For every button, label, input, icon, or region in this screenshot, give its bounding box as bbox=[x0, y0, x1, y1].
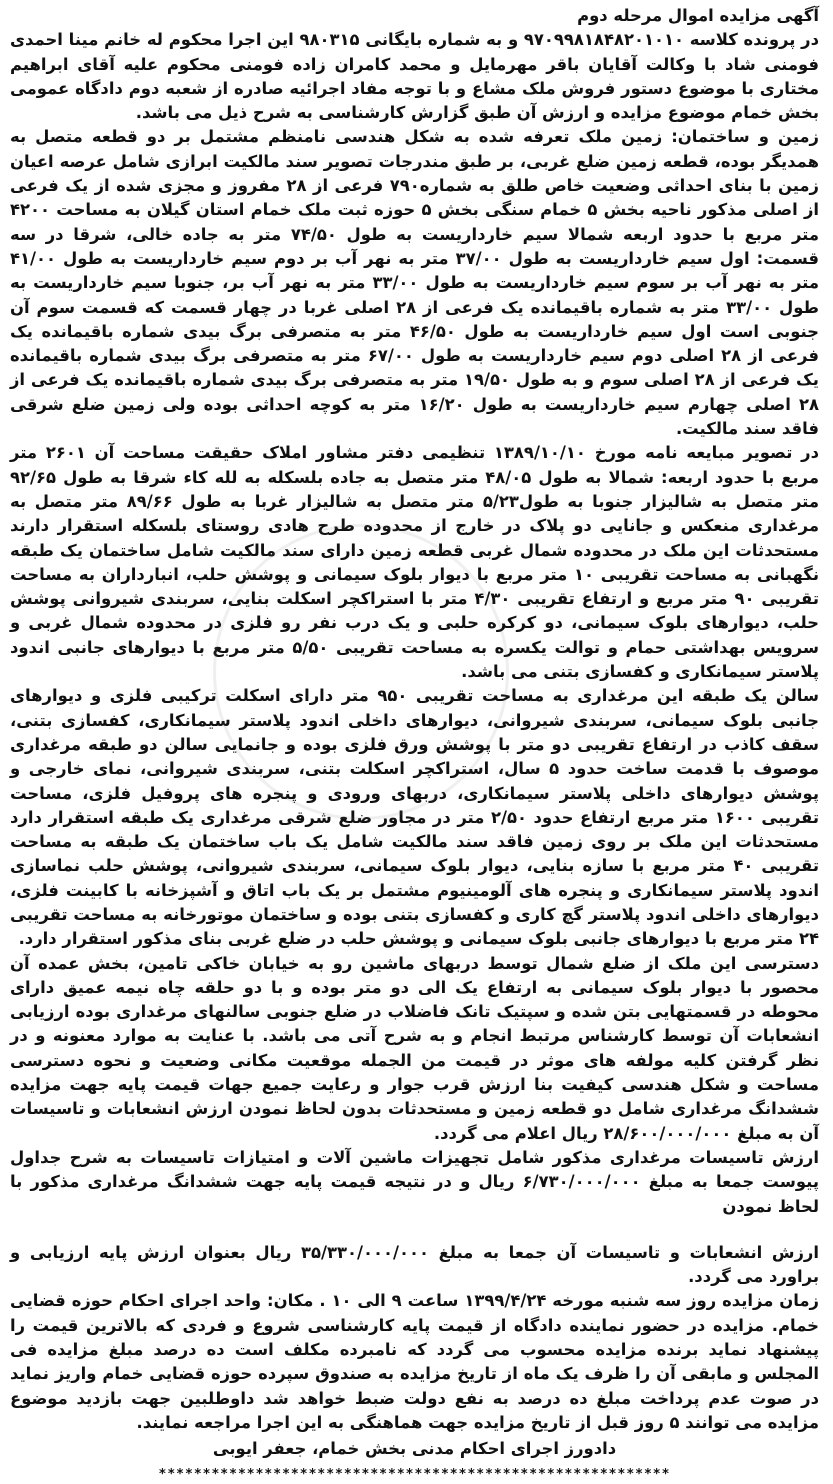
signature: دادورز اجرای احکام مدنی بخش خمام، جعفر ایوبی bbox=[212, 1439, 617, 1459]
paragraph-case-intro: در پرونده کلاسه ۹۷۰۹۹۸۱۸۴۸۲۰۱۰۱۰ و به شماره بایگانی ۹۸۰۳۱۵ این اجرا محکوم له خانم مینا احمدی فومنی شاد با وکالت آقایان باقر مهرمایل و محمد کامران زاده فومنی محکوم علیه آقای ابراهیم مختاری با موضوع دستور فروش ملک مشاع و با توجه مفاد اجرائیه صادره از شعبه دوم دادگاه عمومی بخش خمام موضوع مزایده و ارزش آن طبق گزارش کارشناسی به شرح ذیل می باشد. bbox=[10, 30, 819, 123]
paragraph-facilities-value: ارزش تاسیسات مرغداری مذکور شامل تجهیزات ماشین آلات و امتیازات تاسیسات به شرح جداول پیوست جمعا به مبلغ ۶/۷۳۰/۰۰۰/۰۰۰ ریال و در نتیجه قیمت پایه جهت ششدانگ مرغداری مذکور با لحاظ نمودن bbox=[10, 1147, 819, 1216]
notice-title: آگهی مزایده اموال مرحله دوم bbox=[577, 6, 819, 25]
auction-notice bbox=[8, 4, 821, 1482]
paragraph-auction-time: زمان مزایده روز سه شنبه مورخه ۱۳۹۹/۴/۲۴ ساعت ۹ الی ۱۰ . مکان: واحد اجرای احکام حوزه قضایی خمام. مزایده در حضور نماینده دادگاه از قیمت پایه کارشناسی شروع و فردی که بالاترین قیمت را پیشنهاد نماید برنده مزایده محسوب می گردد که نامبرده مکلف است ده درصد مبلغ مزایده فی المجلس و مابقی آن را ظرف یک ماه از تاریخ مزایده به صندوق سپرده حوزه قضایی خمام واریز نماید در صوت عدم پرداخت مبلغ ده درصد به نفع دولت ضبط خواهد شد داوطلبین جهت بازدید موضوع مزایده می توانند ۵ روز قبل از تاریخ مزایده جهت هماهنگی به این اجرا مراجعه نمایند. bbox=[10, 1291, 819, 1432]
paragraph-land-description: زمین و ساختمان: زمین ملک تعرفه شده به شکل هندسی نامنظم مشتمل بر دو قطعه متصل به همدیگر بوده، قطعه زمین ضلع غربی، بر طبق مندرجات تصویر سند مالکیت ابرازی شامل عرصه اعیان زمین با بنای احداثی وضعیت خاص طلق به شماره۷۹۰ فرعی از ۲۸ مفروز و مجزی شده از یک فرعی از اصلی مذکور ناحیه بخش ۵ خمام سنگی بخش ۵ حوزه ثبت ملک خمام استان گیلان به مساحت ۴۲۰۰ متر مربع با حدود اربعه شمالا سیم خارداریست به طول ۷۴/۵۰ متر به جاده خالی، شرقا در سه قسمت: اول سیم خارداریست به طول ۳۷/۰۰ متر به نهر آب بر دوم سیم خارداریست به طول ۴۱/۰۰ متر به نهر آب بر سوم سیم خارداریست به طول ۳۳/۰۰ متر به نهر آب بر، جنوبا سیم خارداریست به طول ۳۳/۰۰ متر به شماره باقیمانده یک فرعی از ۲۸ اصلی غربا در چهار قسمت که قسمت سوم آن جنوبی است اول سیم خارداریست به طول ۴۶/۵۰ متر به متصرفی برگ بیدی شماره باقیمانده یک فرعی از ۲۸ اصلی دوم سیم خارداریست به طول ۶۷/۰۰ متر به متصرفی برگ بیدی شماره باقیمانده یک فرعی از ۲۸ اصلی سوم و به طول ۱۹/۵۰ متر به متصرفی برگ بیدی شماره باقیمانده یک فرعی از ۲۸ اصلی چهارم سیم خارداریست به طول ۱۶/۲۰ متر به کوچه احداثی بوده ولی زمین ضلع شرقی فاقد سند مالکیت. bbox=[10, 127, 819, 439]
paragraph-base-value: ارزش انشعابات و تاسیسات آن جمعا به مبلغ ۳۵/۳۳۰/۰۰۰/۰۰۰ ریال بعنوان ارزش پایه ارزیابی و براورد می گردد. bbox=[10, 1242, 819, 1287]
paragraph-poultry-hall: سالن یک طبقه این مرغداری به مساحت تقریبی ۹۵۰ متر دارای اسکلت ترکیبی فلزی و دیوارهای جانبی بلوک سیمانی، سربندی شیروانی، دیوارهای داخلی اندود پلاستر سیمانکاری، کفسازی بتنی، سقف کاذب در ارتفاع تقریبی دو متر با پوشش ورق فلزی بوده و جانمایی سالن دو طبقه مرغداری موصوف با قدمت ساخت حدود ۵ سال، استراکچر اسکلت بتنی، سربندی شیروانی، نمای خارجی و پوشش دیوارهای داخلی پلاستر سیمانکاری، دربهای ورودی و پنجره های پروفیل فلزی، مساحت تقریبی ۱۶۰۰ متر مربع ارتفاع حدود ۲/۵۰ متر در مجاور ضلع شرقی مرغداری یک طبقه استقرار دارد مستحدثات این ملک بر روی زمین فاقد سند مالکیت شامل یک باب ساختمان یک طبقه به مساحت تقریبی ۴۰ متر مربع با سازه بنایی، دیوار بلوک سیمانی، سربندی شیروانی، پوشش حلب نماسازی اندود پلاستر سیمانکاری و پنجره های آلومینیوم مشتمل بر یک باب اتاق و آشپزخانه با کابینت فلزی، دیوارهای داخلی اندود پلاستر گچ کاری و کفسازی بتنی بوده و ساختمان موتورخانه به مساحت تقریبی ۲۴ متر مربع با دیوارهای جانبی بلوک سیمانی و پوشش حلب در ضلع غربی بنای مذکور استقرار دارد. bbox=[10, 686, 819, 949]
separator-stars: ********************************************************** bbox=[158, 1466, 671, 1482]
paragraph-sale-agreement: در تصویر مبایعه نامه مورخ ۱۳۸۹/۱۰/۱۰ تنظیمی دفتر مشاور املاک حقیقت مساحت آن ۲۶۰۱ متر مربع با حدود اربعه: شمالا به طول ۴۸/۰۵ متر متصل به جاده بلسکله به لله کاء شرقا به طول ۹۲/۶۵ متر متصل به شالیزار جنوبا به طول۵/۲۳ متر متصل به شالیزار غربا به طول ۸۹/۶۶ متر متصل به مرغداری منعکس و جانایی دو پلاک در خارج از محدوده طرح هادی روستای بلسکله استقرار دارند مستحدثات این ملک در محدوده شمال غربی قطعه زمین دارای سند مالکیت شامل ساختمان یک طبقه نگهبانی به مساحت تقریبی ۱۰ متر مربع با دیوار بلوک سیمانی و پوشش حلب، انبارداران به مساحت تقریبی ۹۰ متر مربع و ارتفاع تقریبی ۴/۳۰ متر با استراکچر اسکلت بنایی، سربندی شیروانی پوشش حلب، دیوارهای بلوک سیمانی، دو کرکره حلبی و یک درب نفر رو فلزی در محدوده شمال غربی و سرویس بهداشتی حمام و توالت یکسره به مساحت تقریبی ۵/۵۰ متر مربع با دیوارهای جانبی اندود پلاستر سیمانکاری و کفسازی بتنی می باشد. bbox=[10, 443, 819, 682]
paragraph-access-valuation: دسترسی این ملک از ضلع شمال توسط دربهای ماشین رو به خیابان خاکی تامین، بخش عمده آن محصور با دیوار بلوک سیمانی به ارتفاع یک الی دو متر بوده و با دو حلقه چاه نیمه عمیق دارای محوطه در قسمتهایی بتن شده و سپتیک تانک فاضلاب در ضلع جنوبی سالنهای مرغداری بوده ارزیابی انشعابات آن توسط کارشناس مرتبط انجام و به شرح آتی می باشد. با عنایت به موارد معنونه و در نظر گرفتن کلیه مولفه های موثر در قیمت من الجمله موقعیت مکانی وضعیت و نحوه دسترسی مساحت و شکل هندسی کیفیت بنا ارزش قرب جوار و رعایت جمیع جهات قیمت پایه جهت مزایده ششدانگ مرغداری شامل دو قطعه زمین و مستحدثات بدون لحاظ نمودن ارزش انشعابات و تاسیسات آن به مبلغ ۲۸/۶۰۰/۰۰۰/۰۰۰ ریال اعلام می گردد. bbox=[10, 953, 819, 1143]
